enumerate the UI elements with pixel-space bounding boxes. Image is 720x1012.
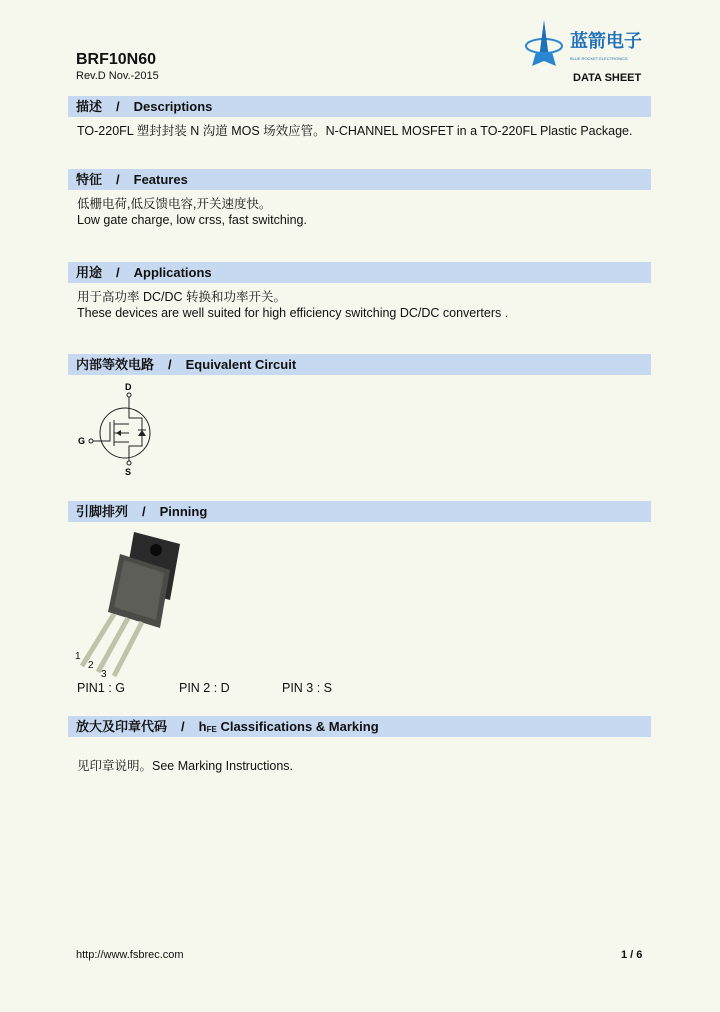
description-text: TO-220FL 塑封封装 N 沟道 MOS 场效应管。N-CHANNEL MOSFET in a TO-220FL Plastic Package.	[77, 124, 633, 138]
to220fl-package-image	[74, 530, 194, 680]
gate-label: G	[78, 436, 86, 446]
data-sheet-label: DATA SHEET	[573, 72, 642, 84]
pin-number-3: 3	[101, 669, 107, 680]
section-pinning-header: 引脚排列 / Pinning	[68, 501, 651, 522]
part-number: BRF10N60	[76, 51, 157, 68]
section-applications-header: 用途 / Applications	[68, 262, 651, 283]
logo-text: 蓝箭电子	[570, 31, 642, 52]
rocket-logo-icon	[522, 18, 568, 68]
logo-subtext: BLUE ROCKET ELECTRONICS	[570, 56, 628, 61]
pinning-figure	[74, 530, 194, 680]
section-descriptions-header: 描述 / Descriptions	[68, 96, 651, 117]
company-logo	[522, 18, 652, 68]
pin3-label: PIN 3 : S	[282, 681, 333, 695]
mosfet-circuit-diagram	[74, 378, 164, 478]
source-label: S	[125, 467, 132, 477]
features-en: Low gate charge, low crss, fast switching.	[77, 213, 307, 227]
pin1-label: PIN1 : G	[77, 681, 125, 695]
section-circuit-header: 内部等效电路 / Equivalent Circuit	[68, 354, 651, 375]
pin-number-2: 2	[88, 660, 94, 671]
section-features-header: 特征 / Features	[68, 169, 651, 190]
applications-zh: 用于高功率 DC/DC 转换和功率开关。	[77, 290, 287, 304]
drain-label: D	[125, 382, 132, 392]
section-marking-header: 放大及印章代码 / h $_{FE}$ Classifications & Marking	[68, 716, 651, 737]
page-number: 1 / 6	[621, 949, 643, 961]
revision: Rev.D Nov.-2015	[76, 70, 159, 82]
features-zh: 低栅电荷,低反馈电容,开关速度快。	[77, 197, 272, 211]
marking-text: 见印章说明。See Marking Instructions.	[77, 759, 294, 773]
applications-en: These devices are well suited for high efficiency switching DC/DC converters .	[77, 306, 509, 320]
pin2-label: PIN 2 : D	[179, 681, 230, 695]
pin-number-1: 1	[75, 651, 81, 662]
footer-url[interactable]: http://www.fsbrec.com	[76, 949, 184, 961]
